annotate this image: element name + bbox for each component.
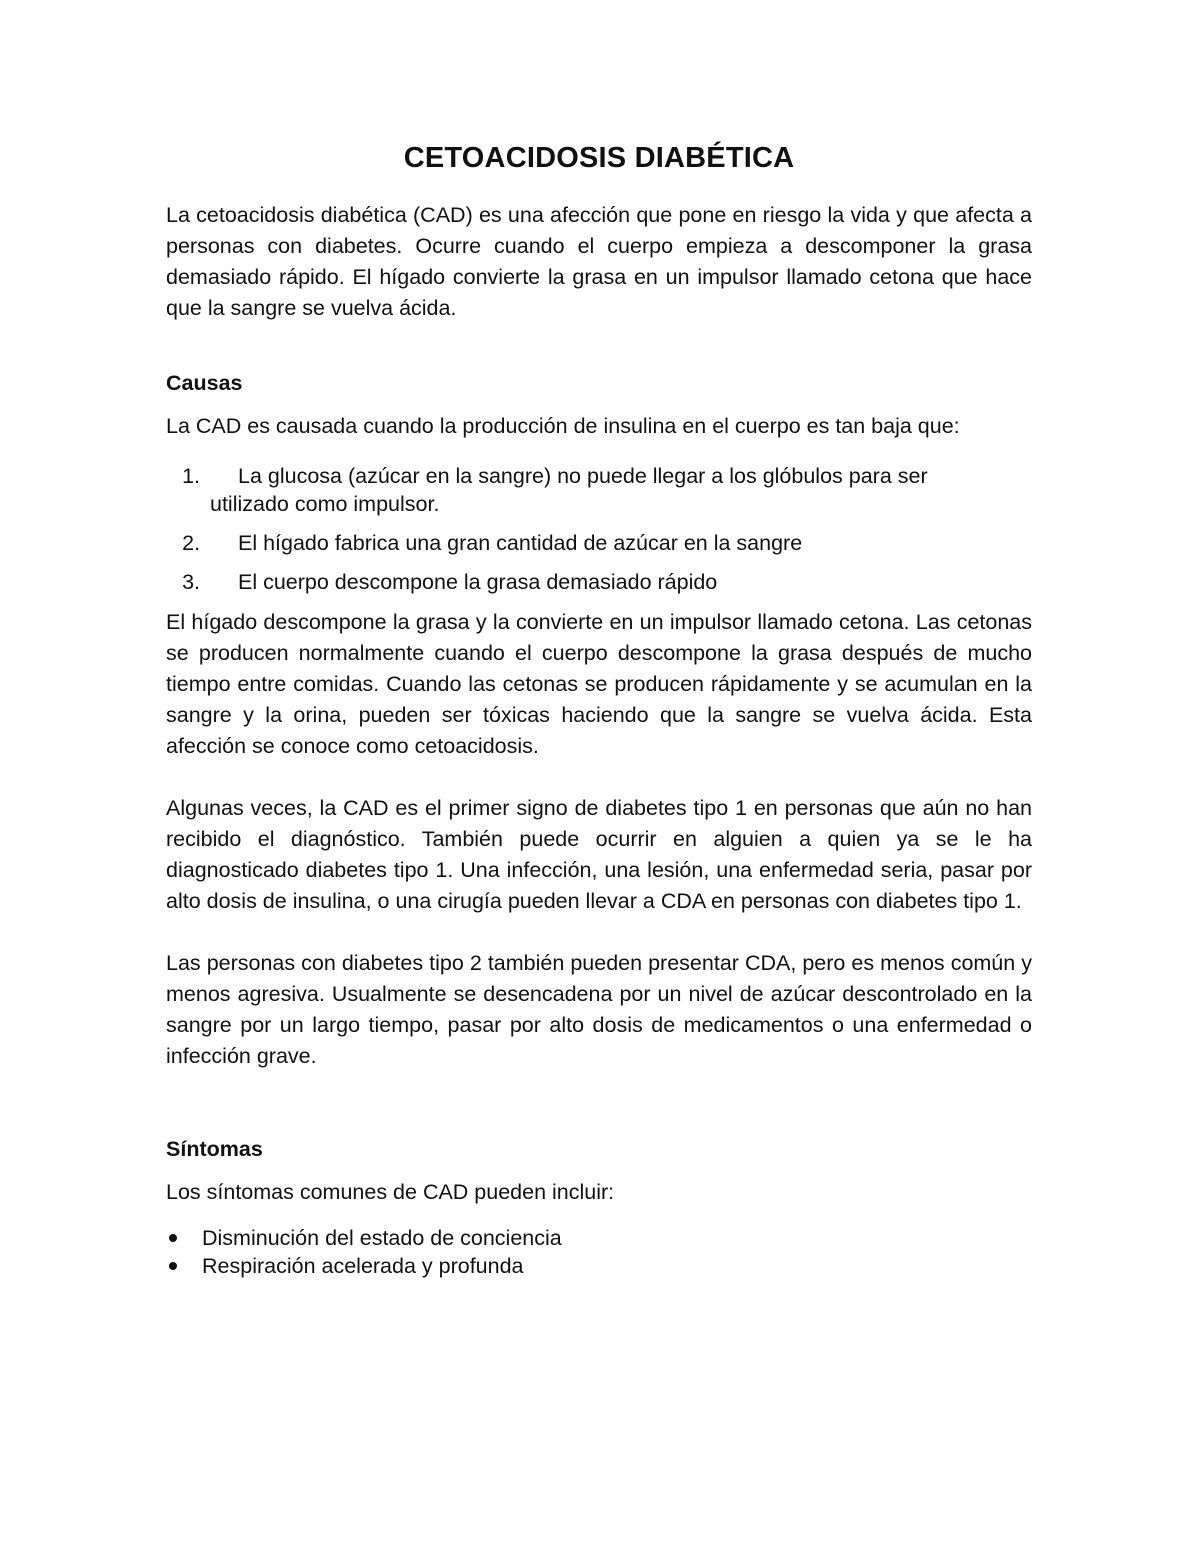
list-item-text: El cuerpo descompone la grasa demasiado rápido: [238, 570, 718, 594]
bullet-icon: [169, 1262, 177, 1270]
document-content: [166, 138, 1032, 1280]
symptoms-lead: Los síntomas comunes de CAD pueden incluir:: [166, 1180, 615, 1204]
intro-paragraph: La cetoacidosis diabética (CAD) es una afección que pone en riesgo la vida y que afecta a personas con diabetes. Ocurre cuando el cuerpo empieza a descomponer la grasa demasiado rápido. El hígado convierte la grasa en un impulsor llamado cetona que hace que la sangre se vuelva ácida.: [166, 203, 1032, 320]
list-item: [166, 529, 1032, 557]
list-item: [166, 568, 1032, 596]
causes-paragraph-3: Las personas con diabetes tipo 2 también pueden presentar CDA, pero es menos común y menos agresiva. Usualmente se desencadena por un nivel de azúcar descontrolado en la sangre por un largo tiempo, pasar por alto dosis de medicamentos o una enfermedad o infección grave.: [166, 951, 1032, 1068]
list-item-text: El hígado fabrica una gran cantidad de azúcar en la sangre: [238, 531, 803, 555]
list-item: [166, 1252, 1032, 1280]
document-title: CETOACIDOSIS DIABÉTICA: [403, 142, 795, 174]
list-number: 1.: [182, 464, 200, 488]
list-item-text-rest: utilizado como impulsor.: [210, 492, 440, 516]
spacer: [166, 917, 1032, 948]
causes-heading: Causas: [166, 371, 243, 395]
list-item-text: [210, 462, 1032, 518]
list-item-text: Disminución del estado de conciencia: [202, 1226, 562, 1250]
causes-list: [166, 462, 1032, 596]
symptoms-list: [166, 1224, 1032, 1280]
causes-lead: La CAD es causada cuando la producción de insulina en el cuerpo es tan baja que:: [166, 414, 960, 438]
spacer: [166, 762, 1032, 793]
causes-paragraph-2: Algunas veces, la CAD es el primer signo de diabetes tipo 1 en personas que aún no han recibido el diagnóstico. También puede ocurrir en alguien a quien ya se le ha diagnosticado diabetes tipo 1. Una infección, una lesión, una enfermedad seria, pasar por alto dosis de insulina, o una cirugía pueden llevar a CDA en personas con diabetes tipo 1.: [166, 796, 1032, 913]
spacer: [166, 1072, 1032, 1134]
list-number: 3.: [182, 570, 200, 594]
spacer: [166, 324, 1032, 368]
causes-paragraph-1: El hígado descompone la grasa y la convierte en un impulsor llamado cetona. Las cetonas se producen normalmente cuando el cuerpo descompone la grasa después de mucho tiempo entre comidas. Cuando las cetonas se producen rápidamente y se acumulan en la sangre y la orina, pueden ser tóxicas haciendo que la sangre se vuelva ácida. Esta afección se conoce como cetoacidosis.: [166, 610, 1032, 758]
list-number: 2.: [182, 531, 200, 555]
list-item: [166, 1224, 1032, 1252]
list-item-text-first: La glucosa (azúcar en la sangre) no puede llegar a los glóbulos para ser: [238, 464, 928, 488]
bullet-icon: [169, 1234, 177, 1242]
list-item-text: Respiración acelerada y profunda: [202, 1254, 524, 1278]
list-item: [166, 462, 1032, 518]
symptoms-heading: Síntomas: [166, 1137, 263, 1161]
